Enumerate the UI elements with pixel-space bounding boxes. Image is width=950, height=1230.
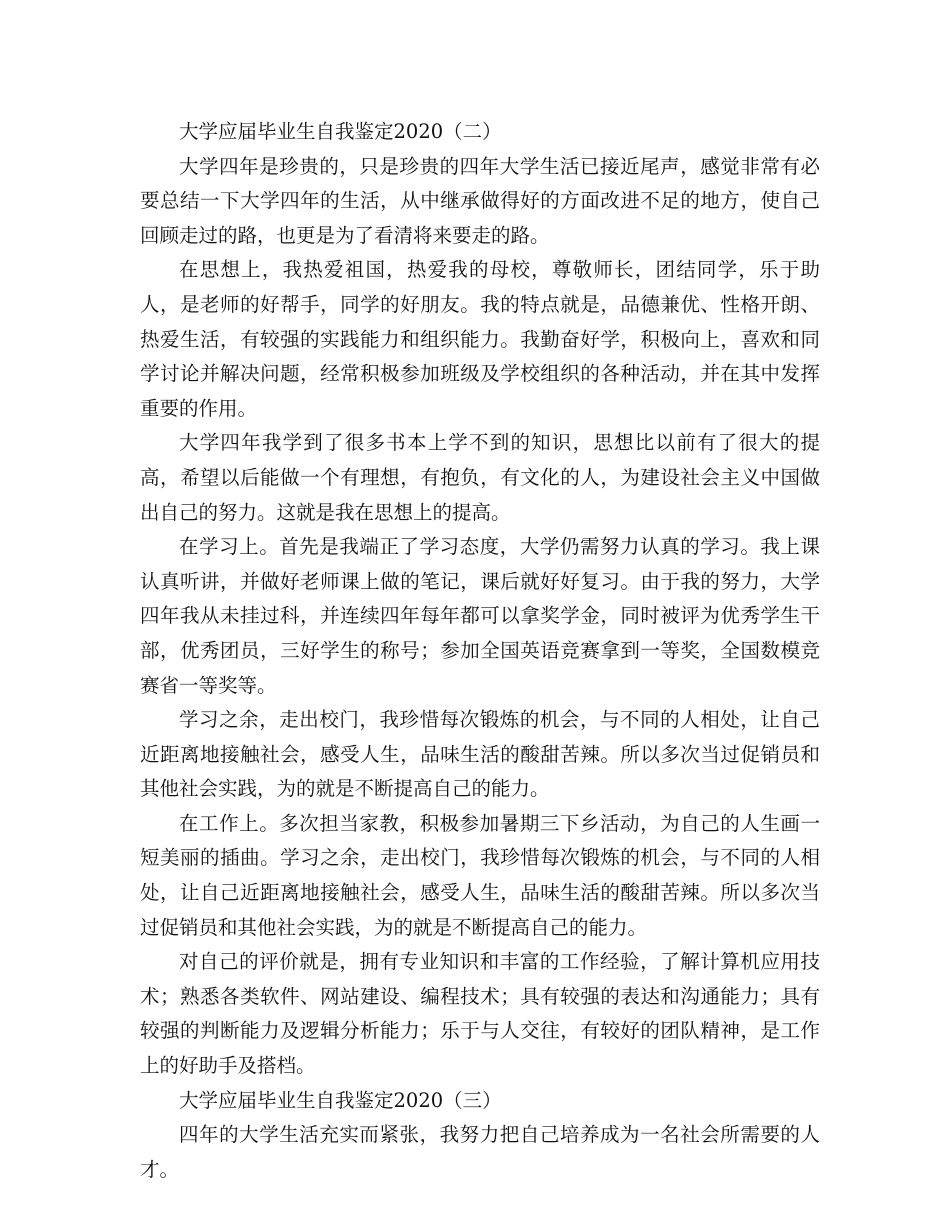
paragraph-thought-improvement: 大学四年我学到了很多书本上学不到的知识，思想比以前有了很大的提高，希望以后能做一个有理想，有抱负，有文化的人，为建设社会主义中国做出自己的努力。这就是我在思想上的提高。 bbox=[140, 431, 820, 524]
paragraph-practice: 学习之余，走出校门，我珍惜每次锻炼的机会，与不同的人相处，让自己近距离地接触社会，感受人生，品味生活的酸甜苦辣。所以多次当过促销员和其他社会实践，为的就是不断提高自己的能力。 bbox=[140, 708, 820, 801]
section-heading-2: 大学应届毕业生自我鉴定2020（二） bbox=[179, 120, 502, 143]
paragraph-intro: 大学四年是珍贵的，只是珍贵的四年大学生活已接近尾声，感觉非常有必要总结一下大学四年的生活，从中继承做得好的方面改进不足的地方，使自己回顾走过的路，也更是为了看清将来要走的路。 bbox=[140, 154, 820, 247]
section-heading-3: 大学应届毕业生自我鉴定2020（三） bbox=[179, 1088, 502, 1112]
paragraph-thought: 在思想上，我热爱祖国，热爱我的母校，尊敬师长，团结同学，乐于助人，是老师的好帮手，同学的好朋友。我的特点就是，品德兼优、性格开朗、热爱生活，有较强的实践能力和组织能力。我勤奋好学，积极向上，喜欢和同学讨论并解决问题，经常积极参加班级及学校组织的各种活动，并在其中发挥重要的作用。 bbox=[140, 258, 820, 420]
paragraph-self-evaluation: 对自己的评价就是，拥有专业知识和丰富的工作经验，了解计算机应用技术；熟悉各类软件、网站建设、编程技术；具有较强的表达和沟通能力；具有较强的判断能力及逻辑分析能力；乐于与人交往，有较好的团队精神，是工作上的好助手及搭档。 bbox=[140, 950, 820, 1078]
document-body bbox=[140, 115, 820, 1187]
paragraph-section3-intro: 四年的大学生活充实而紧张，我努力把自己培养成为一名社会所需要的人才。 bbox=[140, 1123, 820, 1181]
paragraph-work: 在工作上。多次担当家教，积极参加暑期三下乡活动，为自己的人生画一短美丽的插曲。学习之余，走出校门，我珍惜每次锻炼的机会，与不同的人相处，让自己近距离地接触社会，感受人生，品味生活的酸甜苦辣。所以多次当过促销员和其他社会实践，为的就是不断提高自己的能力。 bbox=[140, 811, 820, 939]
paragraph-study: 在学习上。首先是我端正了学习态度，大学仍需努力认真的学习。我上课认真听讲，并做好老师课上做的笔记，课后就好好复习。由于我的努力，大学四年我从未挂过科，并连续四年每年都可以拿奖学金，同时被评为优秀学生干部，优秀团员，三好学生的称号；参加全国英语竞赛拿到一等奖，全国数模竞赛省一等奖等。 bbox=[140, 535, 820, 697]
